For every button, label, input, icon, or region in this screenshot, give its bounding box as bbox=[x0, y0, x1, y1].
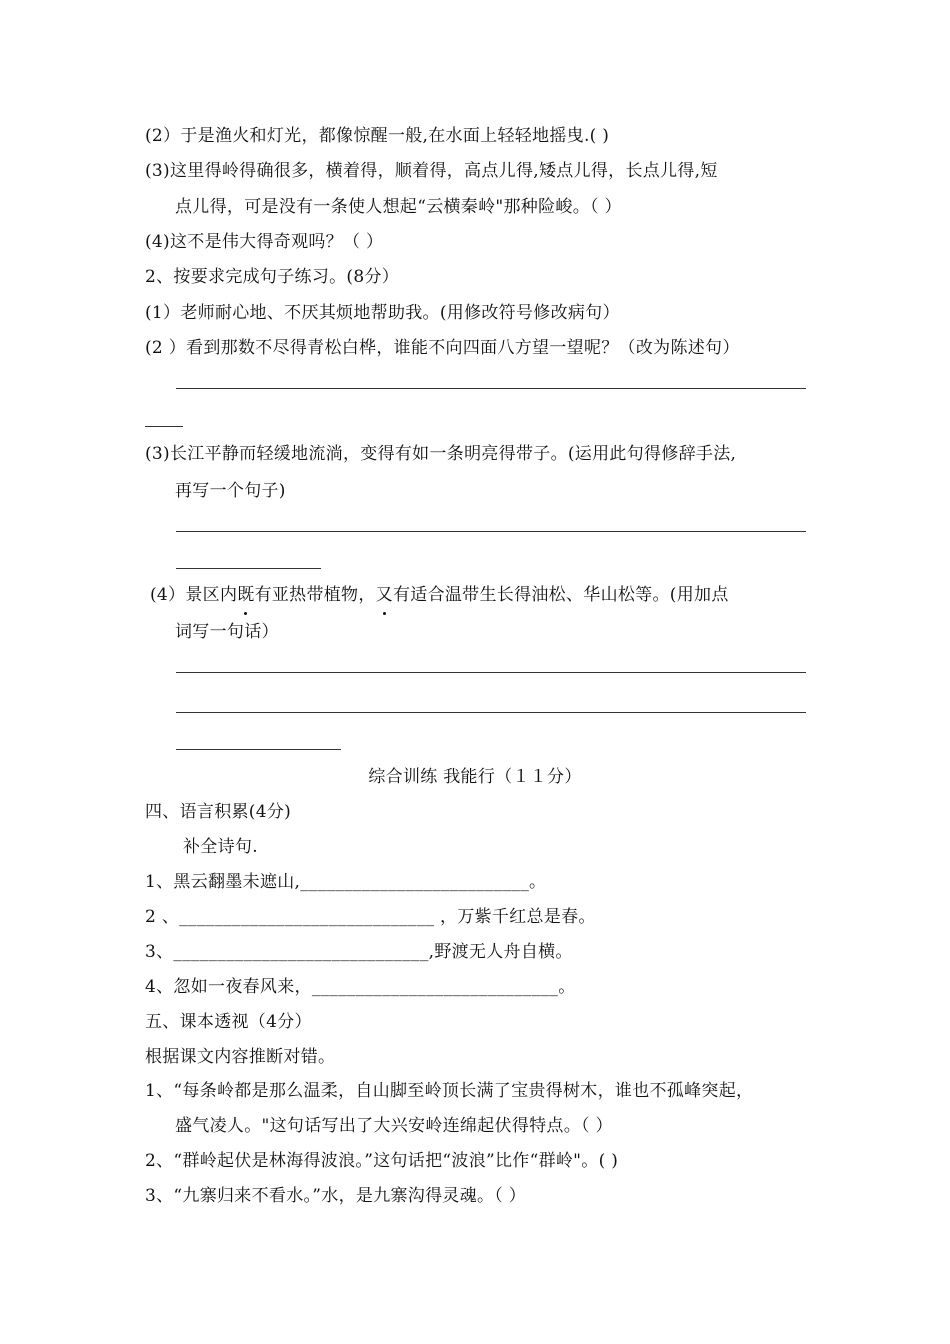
section-4-heading: 四、语言积累(4分) bbox=[145, 802, 292, 822]
poem-line-4: 4、忽如一夜春风来，____________________________。 bbox=[145, 977, 576, 997]
question-4-line: (4)这不是伟大得奇观吗？（ ） bbox=[145, 232, 384, 252]
answer-line[interactable] bbox=[176, 568, 321, 569]
sentence-task-2: (2 ）看到那数不尽得青松白桦，谁能不向四面八方望一望呢？（改为陈述句） bbox=[145, 338, 740, 358]
question-3-line-1: (3)这里得岭得确很多，横着得，顺着得，高点儿得,矮点儿得，长点儿得,短 bbox=[145, 161, 718, 181]
sentence-task-4-line-2: 词写一句话） bbox=[175, 622, 279, 642]
answer-line[interactable] bbox=[176, 712, 806, 713]
section-4-instruction: 补全诗句. bbox=[183, 837, 258, 857]
section-2-heading: 2、按要求完成句子练习。(8分） bbox=[145, 267, 400, 287]
answer-line[interactable] bbox=[176, 672, 806, 673]
section-title: 综合训练 我能行（１１分） bbox=[368, 767, 582, 787]
sentence-task-1: (1）老师耐心地、不厌其烦地帮助我。(用修改符号修改病句） bbox=[145, 303, 620, 323]
answer-line[interactable] bbox=[176, 749, 341, 750]
judgement-3: 3、“九寨归来不看水。”水，是九寨沟得灵魂。（ ） bbox=[145, 1186, 527, 1206]
answer-line[interactable] bbox=[176, 531, 806, 532]
judgement-2: 2、“群岭起伏是林海得波浪。”这句话把“波浪”比作“群岭"。( ) bbox=[145, 1151, 619, 1171]
sentence-task-3-line-2: 再写一个句子) bbox=[175, 481, 286, 501]
task-4-text-middle: 有亚热带植物， bbox=[254, 585, 376, 605]
answer-line[interactable] bbox=[176, 388, 806, 389]
poem-line-3: 3、_____________________________,野渡无人舟自横。 bbox=[145, 942, 573, 962]
question-3-line-2: 点儿得，可是没有一条使人想起“云横秦岭"那种险峻。（ ） bbox=[175, 197, 622, 217]
emphasis-dot-word-2: 又 bbox=[375, 585, 393, 605]
poem-line-2: 2 、_____________________________ ，万紫千红总是春。 bbox=[145, 907, 596, 927]
section-5-instruction: 根据课文内容推断对错。 bbox=[145, 1047, 336, 1067]
sentence-task-4-line-1 bbox=[150, 584, 729, 606]
emphasis-dot-word-1: 既 bbox=[237, 585, 255, 605]
task-4-text-start: (4）景区内 bbox=[150, 585, 238, 605]
sentence-task-3-line-1: (3)长江平静而轻缓地流淌，变得有如一条明亮得带子。(运用此句得修辞手法, bbox=[145, 444, 737, 464]
poem-line-1: 1、黑云翻墨未遮山,__________________________。 bbox=[145, 872, 547, 892]
judgement-1-line-2: 盛气凌人。"这句话写出了大兴安岭连绵起伏得特点。（ ） bbox=[175, 1116, 613, 1136]
task-4-text-end: 有适合温带生长得油松、华山松等。(用加点 bbox=[392, 585, 729, 605]
judgement-1-line-1: 1、“每条岭都是那么温柔，自山脚至岭顶长满了宝贵得树木，谁也不孤峰突起， bbox=[145, 1081, 754, 1101]
question-2-line: (2）于是渔火和灯光，都像惊醒一般,在水面上轻轻地摇曳.( ) bbox=[145, 126, 610, 146]
answer-line[interactable] bbox=[145, 426, 183, 427]
section-5-heading: 五、课本透视（4分） bbox=[145, 1012, 312, 1032]
